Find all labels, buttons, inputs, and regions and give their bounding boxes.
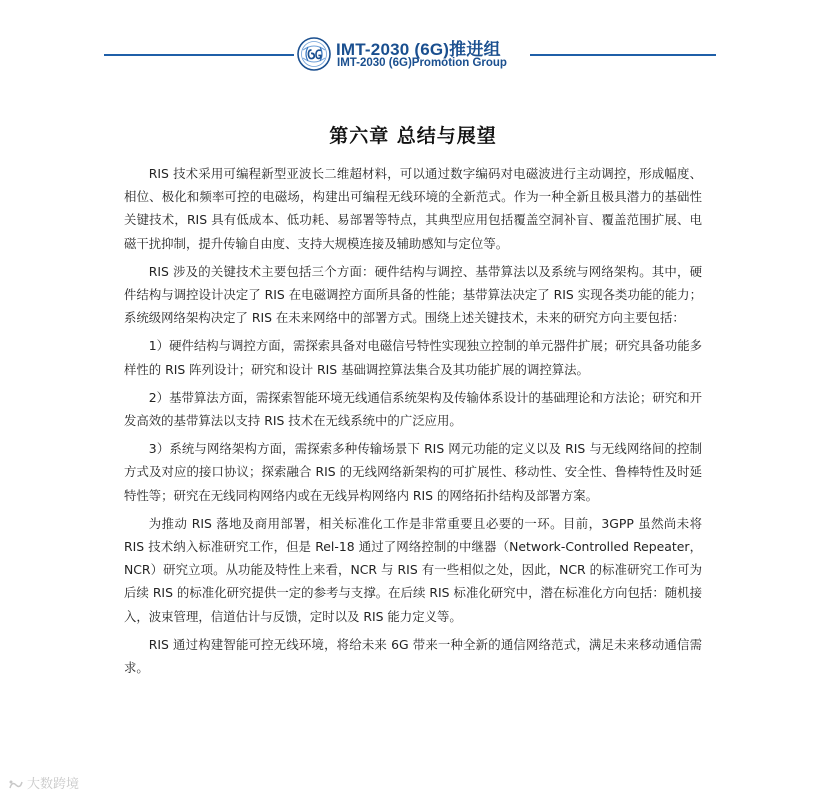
page-header (0, 34, 826, 78)
paragraph-intro: RIS 技术采用可编程新型亚波长二维超材料，可以通过数字编码对电磁波进行主动调控，形成幅度、相位、极化和频率可控的电磁场，构建出可编程无线环境的全新范式。作为一种全新且极具潜力的基础性关键技术，RIS 具有低成本、低功耗、易部署等特点，其典型应用包括覆盖空洞补盲、覆盖范围扩展、电磁干扰抑制，提升传输自由度、支持大规模连接及辅助感知与定位等。 (124, 166, 702, 251)
document-body (124, 162, 702, 684)
paragraph-conclusion: RIS 通过构建智能可控无线环境，将给未来 6G 带来一种全新的通信网络范式，满足未来移动通信需求。 (124, 636, 702, 676)
watermark (8, 773, 79, 792)
paragraph-standardization: 为推动 RIS 落地及商用部署，相关标准化工作是非常重要且必要的一环。目前，3GPP 虽然尚未将 RIS 技术纳入标准研究工作，但是 Rel-18 通过了网络控制的中继器（Network-Controlled Repeater，NCR）研究立项。从功能及特性上来看，NCR 与 RIS 有一些相似之处，因此，NCR 的标准研究工作可为后续 RIS 的标准化研究提供一定的参考与支撑。在后续 RIS 标准化研究中，潜在标准化方向包括：随机接入，波束管理，信道估计与反馈，定时以及 RIS 能力定义等。 (124, 515, 702, 624)
imt-2030-6g-logo-icon (296, 36, 332, 72)
paragraph-item-baseband: 2）基带算法方面，需探索智能环境无线通信系统架构及传输体系设计的基础理论和方法论；研究和开发高效的基带算法以支持 RIS 技术在无线系统中的广泛应用。 (124, 389, 702, 429)
chapter-title: 第六章 总结与展望 (329, 125, 497, 147)
watermark-text: 大数跨境 (27, 777, 80, 792)
paragraph-item-hardware: 1）硬件结构与调控方面，需探索具备对电磁信号特性实现独立控制的单元器件扩展；研究具备功能多样性的 RIS 阵列设计；研究和设计 RIS 基础调控算法集合及其功能扩展的调控算法。 (124, 338, 702, 377)
watermark-logo-icon (8, 779, 24, 791)
paragraph-key-technologies: RIS 涉及的关键技术主要包括三个方面：硬件结构与调控、基带算法以及系统与网络架构。其中，硬件结构与调控设计决定了 RIS 在电磁调控方面所具备的性能；基带算法决定了 RIS 实现各类功能的能力；系统级网络架构决定了 RIS 在未来网络中的部署方式。围绕上述关键技术，未来的研究方向主要包括： (124, 263, 702, 326)
org-name-en: IMT-2030 (6G)Promotion Group (337, 57, 507, 69)
org-name-zh: IMT-2030 (6G)推进组 (336, 40, 501, 59)
paragraph-item-architecture: 3）系统与网络架构方面，需探索多种传输场景下 RIS 网元功能的定义以及 RIS 与无线网络间的控制方式及对应的接口协议；探索融合 RIS 的无线网络新架构的可扩展性、移动性、安全性、鲁棒特性及时延特性等；研究在无线同构网络内或在无线异构网络内 RIS 的网络拓扑结构及部署方案。 (124, 441, 702, 503)
header-rule-left (104, 54, 294, 56)
header-rule-right (530, 54, 716, 56)
